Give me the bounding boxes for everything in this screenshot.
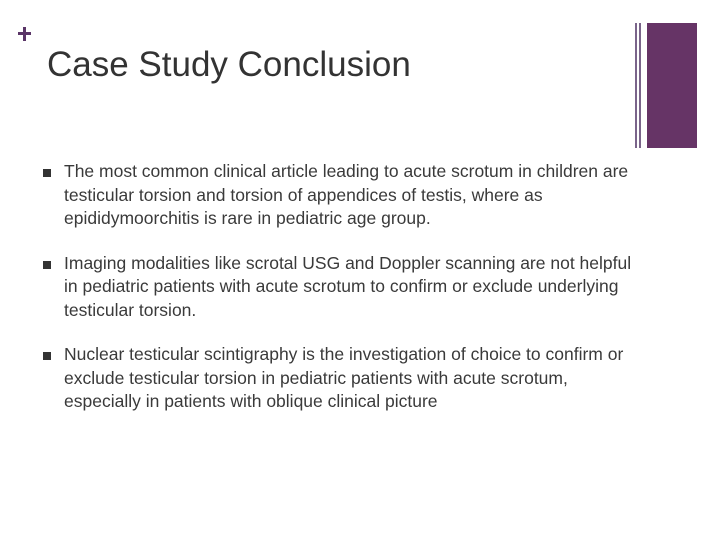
accent-line: [635, 23, 637, 148]
bullet-item: [43, 252, 643, 323]
bullet-item: [43, 343, 643, 414]
bullet-text: Imaging modalities like scrotal USG and Doppler scanning are not helpful in pediatric patients with acute scrotum to confirm or exclude underlying testicular torsion.: [64, 252, 632, 320]
accent-block: [647, 23, 697, 148]
accent-line: [639, 23, 641, 148]
square-bullet-icon: [43, 352, 51, 360]
square-bullet-icon: [43, 261, 51, 269]
slide-title: Case Study Conclusion: [47, 45, 411, 84]
plus-icon: [14, 23, 36, 45]
bullet-item: [43, 160, 643, 231]
bullet-text: The most common clinical article leading to acute scrotum in children are testicular torsion and torsion of appendices of testis, where as epididymoorchitis is rare in pediatric age group.: [64, 161, 629, 228]
bullet-text: Nuclear testicular scintigraphy is the investigation of choice to confirm or exclude testicular torsion in pediatric patients with acute scrotum, especially in patients with oblique clinical picture: [64, 344, 624, 411]
square-bullet-icon: [43, 169, 51, 177]
bullet-list: [43, 160, 643, 414]
